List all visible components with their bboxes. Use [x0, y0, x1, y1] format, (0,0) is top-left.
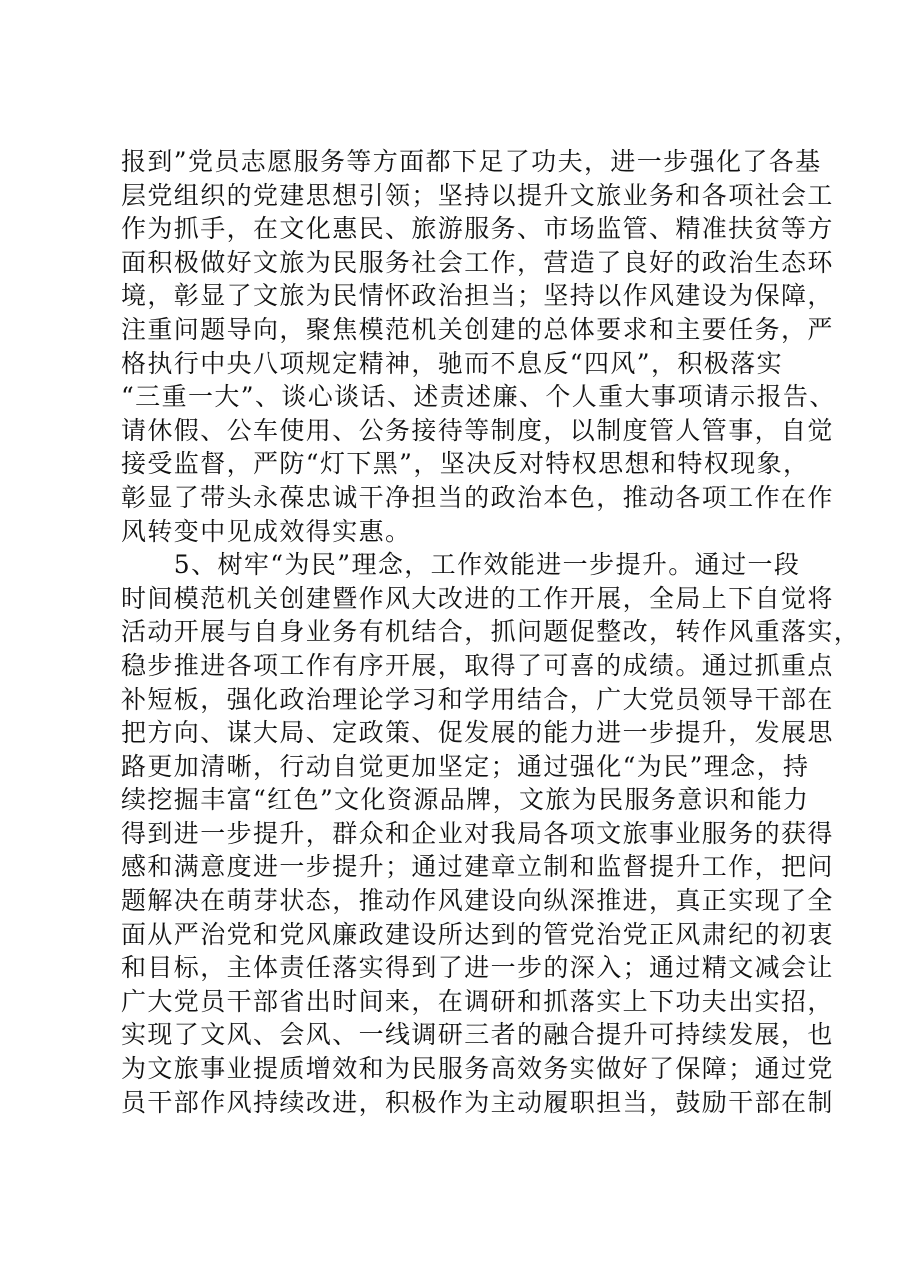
text-line: 路更加清晰，行动自觉更加坚定；通过强化“为民”理念，持: [121, 751, 810, 781]
text-line: 员干部作风持续改进，积极作为主动履职担当，鼓励干部在制: [121, 1087, 834, 1117]
text-line: 得到进一步提升，群众和企业对我局各项文旅事业服务的获得: [121, 818, 834, 848]
text-line: 感和满意度进一步提升；通过建章立制和监督提升工作，把问: [121, 852, 834, 882]
text-line: 层党组织的党建思想引领；坚持以提升文旅业务和各项社会工: [121, 180, 834, 210]
text-line: 请休假、公车使用、公务接待等制度，以制度管人管事，自觉: [121, 415, 834, 445]
text-line: 续挖掘丰富“红色”文化资源品牌，文旅为民服务意识和能力: [121, 785, 810, 815]
text-line: 注重问题导向，聚焦模范机关创建的总体要求和主要任务，严: [121, 314, 834, 344]
paragraph-start-line: 5、树牢“为民”理念，工作效能进一步提升。通过一段: [121, 550, 801, 580]
text-line: 格执行中央八项规定精神，驰而不息反“四风”，积极落实: [121, 348, 783, 378]
text-line: 报到”党员志愿服务等方面都下足了功夫，进一步强化了各基: [121, 147, 822, 176]
text-line: 风转变中见成效得实惠。: [121, 516, 412, 546]
text-line: 作为抓手，在文化惠民、旅游服务、市场监管、精准扶贫等方: [121, 214, 834, 244]
text-line: 境，彰显了文旅为民情怀政治担当；坚持以作风建设为保障，: [121, 281, 834, 311]
text-line: 把方向、谋大局、定政策、促发展的能力进一步提升，发展思: [121, 718, 834, 748]
text-line: 面积极做好文旅为民服务社会工作，营造了良好的政治生态环: [121, 247, 834, 277]
text-line: 面从严治党和党风廉政建设所达到的管党治党正风肃纪的初衷: [121, 919, 834, 949]
text-line: 题解决在萌芽状态，推动作风建设向纵深推进，真正实现了全: [121, 886, 834, 916]
text-line: 活动开展与自身业务有机结合，抓问题促整改，转作风重落实，: [121, 617, 861, 647]
text-line: 实现了文风、会风、一线调研三者的融合提升可持续发展，也: [121, 1020, 834, 1050]
text-line: 为文旅事业提质增效和为民服务高效务实做好了保障；通过党: [121, 1054, 834, 1084]
text-line: 和目标，主体责任落实得到了进一步的深入；通过精文减会让: [121, 953, 834, 983]
text-line: 广大党员干部省出时间来，在调研和抓落实上下功夫出实招，: [121, 986, 834, 1016]
text-line: 时间模范机关创建暨作风大改进的工作开展，全局上下自觉将: [121, 583, 834, 613]
text-line: 彰显了带头永葆忠诚干净担当的政治本色，推动各项工作在作: [121, 482, 834, 512]
text-line: 接受监督，严防“灯下黑”，坚决反对特权思想和特权现象，: [121, 449, 810, 479]
document-body: [121, 145, 861, 1119]
text-line: 补短板，强化政治理论学习和学用结合，广大党员领导干部在: [121, 684, 834, 714]
text-line: 稳步推进各项工作有序开展，取得了可喜的成绩。通过抓重点: [121, 650, 834, 680]
text-line: “三重一大”、谈心谈话、述责述廉、个人重大事项请示报告、: [121, 382, 836, 412]
